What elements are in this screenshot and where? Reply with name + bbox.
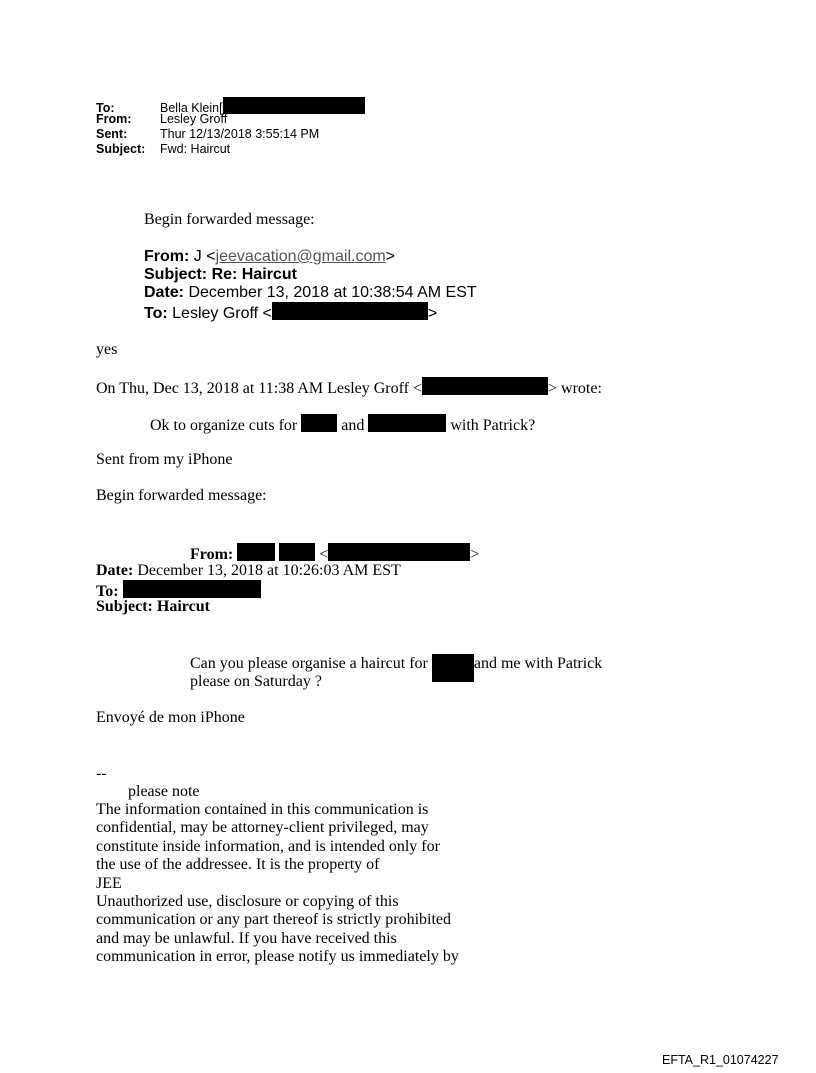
fwd2-to-label: To: [96, 583, 119, 600]
quoted-question-part1: Ok to organize cuts for [150, 417, 298, 434]
signature-dashes: -- [96, 765, 107, 782]
redaction-block [223, 97, 365, 114]
header-subject-row [96, 142, 230, 157]
header-sent-row [96, 127, 319, 142]
sent-from-iphone: Sent from my iPhone [96, 451, 233, 468]
disclaimer-line: the use of the addressee. It is the property of [96, 856, 380, 874]
fwd2-from-gt: > [470, 546, 480, 563]
fwd1-subject-value: Re: Haircut [211, 266, 297, 283]
reply-on-suffix: > wrote: [548, 380, 602, 397]
fwd1-to-pre: Lesley Groff < [172, 305, 272, 322]
begin-forwarded-2: Begin forwarded message: [96, 487, 267, 504]
fwd2-subject-value: Haircut [156, 598, 210, 615]
fwd1-from-email-link[interactable]: jeevacation@gmail.com [215, 248, 386, 265]
fwd1-date-label: Date: [144, 284, 185, 301]
quoted-question [150, 414, 535, 435]
fwd1-from-post: > [385, 248, 396, 265]
fwd1-from-row [144, 248, 395, 266]
reply-attribution [96, 377, 602, 398]
fwd1-date-row [144, 284, 477, 302]
fwd2-subject-row [96, 598, 210, 616]
disclaimer-line: Unauthorized use, disclosure or copying of this [96, 893, 399, 911]
disclaimer-line: communication in error, please notify us immediately by [96, 948, 459, 966]
reply-on-prefix: On Thu, Dec 13, 2018 at 11:38 AM Lesley Groff < [96, 380, 423, 397]
fwd2-from-row [190, 543, 479, 564]
disclaimer-line: confidential, may be attorney-client privileged, may [96, 819, 429, 837]
header-subject-label: Subject: [96, 142, 146, 156]
redaction-block [368, 414, 446, 432]
disclaimer-body [96, 801, 459, 967]
forward-intro: Begin forwarded message: [144, 211, 315, 228]
fwd1-to-post: > [427, 305, 438, 322]
fwd1-from-pre: J < [193, 248, 216, 265]
header-from-label: From: [96, 112, 132, 126]
disclaimer-line: JEE [96, 874, 122, 892]
disclaimer-line: constitute inside information, and is intended only for [96, 837, 440, 855]
fwd2-from-label: From: [190, 546, 234, 563]
fwd2-body-line1b: and me with Patrick [473, 655, 603, 672]
document-id: EFTA_R1_01074227 [662, 1053, 779, 1067]
redaction-block [279, 543, 315, 561]
quoted-question-part3: with Patrick? [450, 417, 536, 434]
header-to-label: To: [96, 101, 115, 115]
redaction-block [432, 654, 474, 682]
header-sent-label: Sent: [96, 127, 128, 141]
header-to-row [96, 97, 365, 115]
header-from-value: Lesley Groff [160, 112, 228, 126]
redaction-block [123, 580, 261, 598]
disclaimer-note: please note [128, 783, 200, 800]
fwd2-from-lt: < [319, 546, 329, 563]
fwd2-date-value: December 13, 2018 at 10:26:03 AM EST [137, 562, 401, 579]
header-from-row [96, 112, 227, 127]
redaction-block [328, 543, 470, 561]
quoted-question-part2: and [341, 417, 365, 434]
fwd2-body-line1a: Can you please organise a haircut for [190, 655, 428, 672]
header-subject-value: Fwd: Haircut [160, 142, 231, 156]
fwd2-date-label: Date: [96, 562, 134, 579]
fwd1-date-value: December 13, 2018 at 10:38:54 AM EST [188, 284, 477, 301]
disclaimer-line: communication or any part thereof is strictly prohibited [96, 911, 452, 929]
disclaimer-line: The information contained in this communication is [96, 801, 429, 818]
redaction-block [272, 302, 428, 320]
fwd1-to-label: To: [144, 305, 168, 322]
reply-text: yes [96, 341, 118, 358]
fwd1-subject-row [144, 266, 297, 284]
header-sent-value: Thur 12/13/2018 3:55:14 PM [160, 127, 320, 141]
fwd1-subject-label: Subject: [144, 266, 208, 283]
redaction-block [301, 414, 337, 432]
disclaimer-line: and may be unlawful. If you have received this [96, 929, 397, 947]
fwd2-subject-label: Subject: [96, 598, 153, 615]
fwd1-to-row [144, 302, 437, 323]
header-to-value: Bella Klein[ [160, 101, 223, 115]
fwd1-from-label: From: [144, 248, 190, 265]
redaction-block [237, 543, 275, 561]
redaction-block [422, 377, 548, 395]
fwd2-date-row [96, 562, 401, 580]
fwd2-body-line2: please on Saturday ? [190, 673, 322, 690]
envoye-signature: Envoyé de mon iPhone [96, 709, 245, 726]
